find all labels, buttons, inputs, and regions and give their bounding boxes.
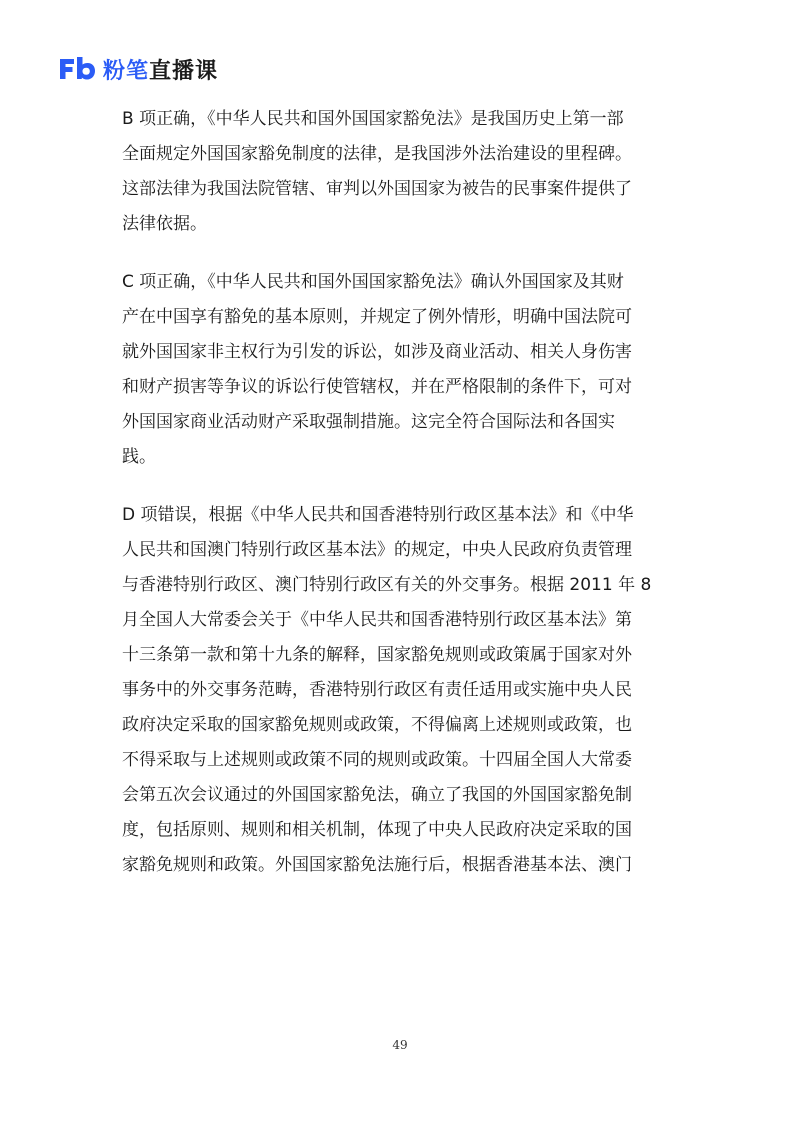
text-line: D 项错误，根据《中华人民共和国香港特别行政区基本法》和《中华 — [122, 505, 634, 525]
paragraph-option-b — [122, 102, 682, 242]
text-line: 这部法律为我国法院管辖、审判以外国国家为被告的民事案件提供了 — [122, 179, 632, 199]
document-body — [122, 102, 682, 906]
text-line: 会第五次会议通过的外国国家豁免法，确立了我国的外国国家豁免制 — [122, 785, 632, 805]
text-line: 月全国人大常委会关于《中华人民共和国香港特别行政区基本法》第 — [122, 610, 632, 630]
fenbi-logo-icon — [57, 55, 97, 83]
text-line: 政府决定采取的国家豁免规则或政策，不得偏离上述规则或政策，也 — [122, 715, 632, 735]
text-line: 人民共和国澳门特别行政区基本法》的规定，中央人民政府负责管理 — [122, 540, 632, 560]
text-line: 践。 — [122, 447, 156, 467]
text-line: 不得采取与上述规则或政策不同的规则或政策。十四届全国人大常委 — [122, 750, 632, 770]
text-line: B 项正确，《中华人民共和国外国国家豁免法》是我国历史上第一部 — [122, 109, 624, 129]
logo-suffix-text: 直播课 — [149, 58, 219, 84]
logo-wordmark — [103, 54, 218, 85]
text-line: 就外国国家非主权行为引发的诉讼，如涉及商业活动、相关人身伤害 — [122, 342, 632, 362]
text-line: 外国国家商业活动财产采取强制措施。这完全符合国际法和各国实 — [122, 412, 615, 432]
text-line: 事务中的外交事务范畴，香港特别行政区有责任适用或实施中央人民 — [122, 680, 632, 700]
paragraph-option-d — [122, 498, 682, 883]
paragraph-option-c — [122, 265, 682, 475]
text-line: 十三条第一款和第十九条的解释，国家豁免规则或政策属于国家对外 — [122, 645, 632, 665]
text-line: 度，包括原则、规则和相关机制，体现了中央人民政府决定采取的国 — [122, 820, 632, 840]
logo-brand-text: 粉笔 — [103, 58, 150, 84]
text-line: 产在中国享有豁免的基本原则，并规定了例外情形，明确中国法院可 — [122, 307, 632, 327]
page-number: 49 — [392, 1038, 408, 1052]
text-line: C 项正确，《中华人民共和国外国国家豁免法》确认外国国家及其财 — [122, 272, 624, 292]
page-header — [57, 52, 218, 86]
text-line: 与香港特别行政区、澳门特别行政区有关的外交事务。根据 2011 年 8 — [122, 575, 652, 595]
text-line: 家豁免规则和政策。外国国家豁免法施行后，根据香港基本法、澳门 — [122, 855, 632, 875]
text-line: 和财产损害等争议的诉讼行使管辖权，并在严格限制的条件下，可对 — [122, 377, 632, 397]
text-line: 法律依据。 — [122, 214, 207, 234]
text-line: 全面规定外国国家豁免制度的法律，是我国涉外法治建设的里程碑。 — [122, 144, 632, 164]
